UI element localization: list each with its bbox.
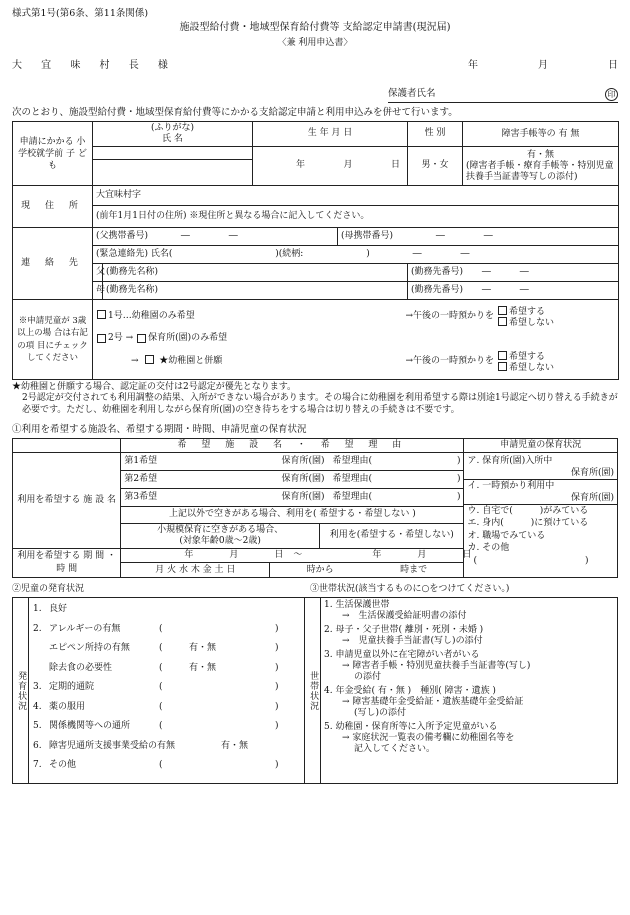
item-close-paren: ) [275,701,279,712]
status-o: オ. 職場でみている [467,530,546,541]
development-item[interactable] [33,717,300,737]
development-item[interactable] [33,600,300,620]
item-number: 6. [33,740,42,751]
development-item[interactable] [33,639,300,659]
section1-title: ①利用を希望する施設名、希望する期間・時間、申請児童の保育状況 [12,423,307,435]
item-choice [189,678,275,698]
other-vacancy-field[interactable]: 上記以外で空きがある場合、利用を( 希望する・希望しない ) [121,506,464,523]
option1-label: 1号…幼稚園のみ希望 [108,311,195,322]
seal-mark: 印 [605,88,618,101]
current-address-field[interactable]: 大宜味村字 [93,186,619,206]
age3-label: ※申請児童が 3歳以上の場 合は右記の項 目にチェック してください [13,300,93,380]
item-close-paren: ) [275,662,279,673]
item-choice: 有・無 [189,662,217,673]
development-item[interactable] [33,659,300,679]
date-month: 月 [538,59,548,71]
item-choice [189,756,275,776]
item-number [33,659,49,679]
father-label: 父 [93,264,103,282]
small-scale-label: 小規模保育に空きがある場合、 (対象年齢0歳～2歳) [121,523,320,548]
household-list-cell [321,598,618,784]
intro-text: 次のとおり、施設型給付費・地域型保育給付費等にかかる支給認定申請と利用申込みを併せて行います。 [12,107,458,119]
option2-row [97,329,614,349]
household-2-note: → 児童扶養手当証書(写し)の添付 [342,636,483,647]
item-close-paren: ) [275,623,279,634]
handbook-field[interactable]: 有・無 (障害者手帳・療育手帳等・特別児童扶養手当証書等写しの添付) [463,147,619,186]
facility-corner [13,438,121,452]
option2b-row: → ★幼稚園と併願 →午後の一時預かりを 希望する 希望しない [131,351,554,373]
facility-header: 希 望 施 設 名 ・ 希 望 理 由 [121,438,464,452]
status-header: 申請児童の保育状況 [464,438,618,452]
item-open-paren: ( [159,662,163,673]
contact-label: 連 絡 先 [13,228,93,300]
mother-mobile-field[interactable]: (母携帯番号) ― ― [338,228,619,246]
development-item[interactable] [33,756,300,776]
guardian-label: 保護者氏名 [388,88,436,100]
dob-field[interactable]: 年 月 日 [253,147,408,186]
item-choice [189,620,275,640]
option2a-checkbox[interactable] [137,334,146,343]
section2-3-titles [12,584,618,595]
weekdays-field[interactable]: 月 火 水 木 金 土 日 [121,563,270,578]
status-e: エ. 身内( )に預けている [467,518,589,529]
furigana-field[interactable] [93,147,253,160]
addressee: 大 宜 味 村 長 様 [12,59,176,71]
handbook-header: 障害手帳等の 有 無 [463,122,619,147]
item-number: 1. [33,604,42,615]
period-row-label: 利用を希望する 期 間 ・ 時 間 [13,548,121,577]
household-3-note: → 障害者手帳・特別児童扶養手当証書等(写し) [342,661,531,672]
item-choice [189,717,275,737]
development-list-cell [29,598,305,784]
sex-field[interactable]: 男・女 [408,147,463,186]
development-item[interactable] [33,737,300,757]
facility-table [12,438,618,578]
child-row-label: 申請にかかる 小学校就学前 子 ど も [13,122,93,186]
date-day: 日 [608,59,618,71]
temp-not-want-checkbox-2[interactable] [498,362,507,371]
item-close-paren: ) [275,643,279,654]
household-list[interactable] [324,600,614,755]
note-line-1: ★幼稚園と併願する場合、認定証の交付は2号認定が優先となります。 [12,382,297,392]
item-open-paren: ( [159,623,163,634]
notes [12,382,618,416]
household-vlabel: 世帯状況 [305,598,321,784]
temp-want-checkbox[interactable] [498,306,507,315]
status-a: ア. 保育所(園)入所中 [467,455,553,466]
item-choice: 有・無 [189,643,217,654]
temp-care-label-2: →午後の一時預かりを [405,355,494,366]
item-label: 除去食の必要性 [49,662,113,673]
item-number: 7. [33,760,42,771]
household-4-note2: (写し)の添付 [354,708,407,719]
development-item[interactable] [33,620,300,640]
emergency-contact-field[interactable]: (緊急連絡先) 氏名( )(続柄: ) ― ― [93,246,619,264]
item-close-paren: ) [275,721,279,732]
item-number: 2. [33,623,42,634]
option2b-label: ★幼稚園と併願 [159,356,223,367]
age3-options [93,300,619,380]
father-mobile-field[interactable]: (父携帯番号) ― ― [93,228,338,246]
household-1-note: → 生活保護受給証明書の添付 [342,611,467,622]
mother-label: 母 [93,282,103,300]
bottom-table [12,597,618,784]
option2-checkbox[interactable] [97,334,106,343]
option1-row: 1号…幼稚園のみ希望 →午後の一時預かりを 希望する 希望しない [97,305,614,329]
option2b-checkbox[interactable] [145,355,154,364]
option2-label: 2号 → [108,332,134,343]
guardian-name-field[interactable] [388,88,618,103]
item-close-paren: ) [275,760,279,771]
section2-title: ②児童の発育状況 [12,583,85,594]
mother-workplace-field[interactable]: (勤務先名称) [103,282,408,300]
name-header [93,122,253,147]
household-3: 3. 申請児童以外に在宅障がい者がいる [324,650,480,661]
applicant-table [12,121,619,380]
household-5-note2: 記入してください。 [354,744,436,755]
item-number: 5. [33,721,42,732]
father-workplace-field[interactable]: (勤務先名称) [103,264,408,282]
item-open-paren: ( [159,682,163,693]
status-i: イ. 一時預かり利用中 [464,479,617,492]
status-ka-detail: ( ) [473,555,589,566]
period-dates-field[interactable]: 年 月 日 ～ 年 月 日 [121,548,464,563]
item-choice [189,698,275,718]
item-choice: 有・無 [221,740,249,751]
household-4: 4. 年金受給( 有・無 ) 種別( 障害・遺族 ) [324,686,496,697]
child-name-field[interactable] [93,160,253,186]
household-1: 1. 生活保護世帯 [324,600,390,611]
wish-2-field[interactable]: 第2希望 保育所(園) 希望理由( ) [121,470,464,488]
item-number [33,639,49,659]
address-label: 現 住 所 [13,186,93,228]
household-5: 5. 幼稚園・保育所等に入所予定児童がいる [324,722,498,733]
household-2: 2. 母子・父子世帯( 離別・死別・未婚 ) [324,625,484,636]
household-3-note2: の添付 [354,672,382,683]
item-label: エピペン所持の有無 [49,643,130,654]
item-label: 定期的通院 [49,682,95,693]
item-close-paren: ) [275,682,279,693]
development-item[interactable] [33,678,300,698]
item-open-paren: ( [159,760,163,771]
item-label: 良好 [49,604,68,615]
item-open-paren: ( [159,643,163,654]
status-u: ウ. 自宅で( )がみている [464,504,617,518]
status-i-detail: 保育所(園) [570,492,614,503]
child-care-status[interactable] [464,452,618,577]
household-4-note: → 障害基礎年金受給証・遺族基礎年金受給証 [342,697,524,708]
item-open-paren: ( [159,721,163,732]
facility-row-label: 利用を希望する 施 設 名 [13,452,121,548]
addressee-row [12,60,618,73]
furigana-label: (ふりがな) [150,123,195,133]
item-label: 薬の服用 [49,701,86,712]
item-open-paren: ( [159,701,163,712]
item-open-paren [159,600,189,620]
household-5-note: → 家庭状況一覧表の備考欄に幼稚園名等を [342,733,515,744]
wish-3-field[interactable]: 第3希望 保育所(園) 希望理由( ) [121,488,464,506]
father-workphone-field[interactable]: (勤務先番号) ― ― [408,264,619,282]
small-scale-choice[interactable]: 利用を(希望する・希望しない) [319,523,464,548]
item-number: 4. [33,701,42,712]
form-number: 様式第1号(第6条、第11条関係) [12,8,149,19]
item-label: その他 [49,760,77,771]
section3-title: ③世帯状況(該当するものに○をつけてください。) [310,583,510,594]
item-label: 関係機関等への通所 [49,721,131,732]
application-date[interactable] [468,60,618,73]
item-label: アレルギーの有無 [49,623,121,634]
name-label: 氏 名 [162,134,183,144]
temp-not-want-checkbox[interactable] [498,317,507,326]
item-label: 障害児通所支援事業受給の有無 [49,740,176,751]
item-number: 3. [33,682,42,693]
development-list [33,600,300,776]
dob-header: 生 年 月 日 [253,122,408,147]
temp-care-label: →午後の一時預かりを [405,310,494,321]
option2a-label: 保育所(園)のみ希望 [148,332,228,343]
date-year: 年 [468,59,478,71]
hours-field[interactable]: 時から 時まで [270,563,464,578]
temp-want-checkbox-2[interactable] [498,351,507,360]
guardian-row [12,88,618,103]
option1-checkbox[interactable] [97,310,106,319]
previous-address-field[interactable]: (前年1月1日付の住所) ※現住所と異なる場合に記入してください。 [93,206,619,228]
item-choice [189,600,275,620]
note-line-2: 2号認定が交付されても利用調整の結果、入所ができない場合があります。その場合に幼稚園を利用希望する際は別途1号認定へ切り替える手続きが必要です。ただし、幼稚園を利用しながら保育所(園)の空き待ちをする場合は切り替えの手続きは不要です。 [22,393,618,415]
form-title: 施設型給付費・地域型保育給付費等 支給認定申請書(現況届) [179,21,451,33]
mother-workphone-field[interactable]: (勤務先番号) ― ― [408,282,619,300]
form-subtitle: 〈兼 利用申込書〉 [277,38,353,49]
development-item[interactable] [33,698,300,718]
sex-header: 性 別 [408,122,463,147]
status-ka: カ. その他 [467,543,510,554]
status-a-detail: 保育所(園) [570,467,614,478]
status-list [467,455,614,568]
wish-1-field[interactable]: 第1希望 保育所(園) 希望理由( ) [121,452,464,470]
development-vlabel: 発育状況 [13,598,29,784]
